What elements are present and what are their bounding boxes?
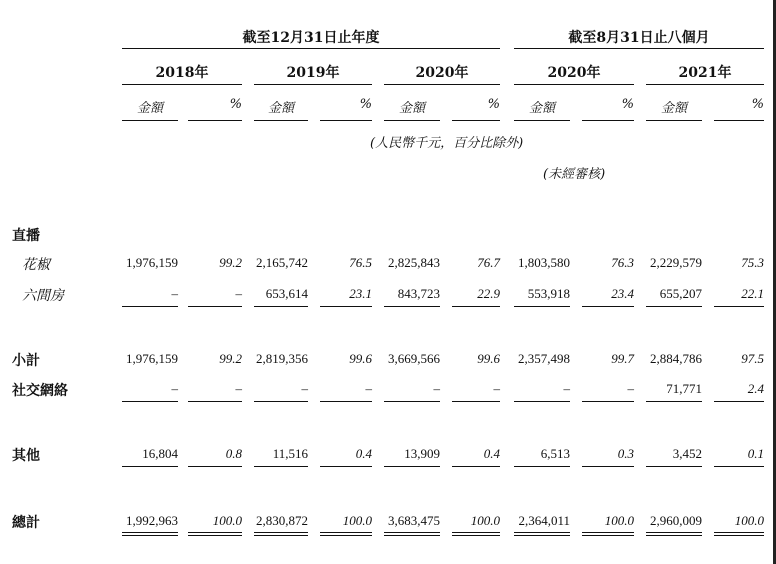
- pct-cell: 22.1: [741, 286, 764, 301]
- subtotal-rule: [514, 306, 570, 307]
- pct-cell: 97.5: [741, 351, 764, 366]
- total-double-rule: [646, 532, 702, 536]
- subtotal-rule: [320, 306, 372, 307]
- row-label: 總計: [12, 515, 40, 531]
- year-rule-2018: [122, 84, 242, 85]
- amount-cell: 6,513: [540, 446, 570, 461]
- subtotal-rule: [384, 466, 440, 467]
- subtotal-rule: [714, 466, 764, 467]
- subtotal-rule: [646, 466, 702, 467]
- pct-cell: 23.1: [349, 286, 372, 301]
- year-header-2018: 2018年: [155, 65, 209, 81]
- subtotal-rule: [582, 466, 634, 467]
- subtotal-rule: [384, 306, 440, 307]
- amount-cell: 11,516: [272, 446, 308, 461]
- subtotal-rule: [122, 401, 178, 402]
- amount-cell: 1,803,580: [518, 255, 570, 270]
- subtotal-rule: [714, 401, 764, 402]
- pct-cell: 99.6: [477, 351, 500, 366]
- period-year-end-rule: [122, 48, 500, 49]
- subtotal-rule: [254, 306, 308, 307]
- amount-col-header: 金額: [660, 101, 687, 116]
- total-double-rule: [384, 532, 440, 536]
- amount-cell: 2,364,011: [518, 513, 570, 528]
- pct-cell: 99.2: [219, 255, 242, 270]
- amount-cell: 653,614: [265, 286, 308, 301]
- subtotal-rule: [188, 306, 242, 307]
- amount-cell: 2,357,498: [518, 351, 570, 366]
- subtotal-rule: [646, 401, 702, 402]
- total-double-rule: [514, 532, 570, 536]
- amount-cell: 16,804: [142, 446, 178, 461]
- pct-cell: 0.1: [747, 446, 764, 461]
- amount-cell: –: [301, 381, 308, 396]
- amount-cell: 2,960,009: [650, 513, 702, 528]
- subtotal-rule: [254, 466, 308, 467]
- subtotal-rule: [254, 401, 308, 402]
- amount-cell: 1,976,159: [126, 351, 178, 366]
- subheader-rule: [384, 120, 440, 121]
- subtotal-rule: [646, 306, 702, 307]
- unit-note: (人民幣千元，百分比除外): [370, 136, 524, 151]
- row-label: 六間房: [22, 288, 64, 304]
- amount-cell: 553,918: [527, 286, 570, 301]
- total-double-rule: [582, 532, 634, 536]
- amount-cell: 1,992,963: [126, 513, 178, 528]
- pct-col-header: %: [229, 97, 242, 112]
- amount-cell: 2,819,356: [256, 351, 308, 366]
- subtotal-rule: [452, 306, 500, 307]
- subheader-rule: [188, 120, 242, 121]
- pct-cell: 0.8: [225, 446, 242, 461]
- pct-cell: 100.0: [342, 513, 372, 528]
- pct-cell: –: [235, 381, 242, 396]
- pct-cell: 99.6: [349, 351, 372, 366]
- period-eight-months-header: 截至8月31日止八個月: [568, 30, 710, 46]
- amount-cell: 2,229,579: [650, 255, 702, 270]
- subtotal-rule: [452, 466, 500, 467]
- subtotal-rule: [320, 466, 372, 467]
- amount-col-header: 金額: [267, 101, 294, 116]
- pct-cell: 99.2: [219, 351, 242, 366]
- subtotal-rule: [452, 401, 500, 402]
- subheader-rule: [582, 120, 634, 121]
- total-double-rule: [320, 532, 372, 536]
- total-double-rule: [254, 532, 308, 536]
- pct-cell: –: [627, 381, 634, 396]
- amount-cell: 2,884,786: [650, 351, 702, 366]
- year-rule-2020: [384, 84, 500, 85]
- pct-cell: 0.4: [355, 446, 372, 461]
- subtotal-rule: [714, 306, 764, 307]
- subtotal-rule: [582, 306, 634, 307]
- year-header-2020: 2020年: [415, 65, 469, 81]
- pct-cell: 23.4: [611, 286, 634, 301]
- amount-cell: –: [171, 381, 178, 396]
- pct-cell: 75.3: [741, 255, 764, 270]
- pct-cell: 0.4: [483, 446, 500, 461]
- amount-cell: 1,976,159: [126, 255, 178, 270]
- period-eight-months-rule: [514, 48, 764, 49]
- pct-cell: 76.7: [477, 255, 500, 270]
- amount-col-header: 金額: [398, 101, 425, 116]
- total-double-rule: [714, 532, 764, 536]
- subheader-rule: [514, 120, 570, 121]
- year-rule-2021: [646, 84, 764, 85]
- pct-cell: 76.3: [611, 255, 634, 270]
- pct-cell: 100.0: [470, 513, 500, 528]
- pct-col-header: %: [359, 97, 372, 112]
- amount-cell: 3,669,566: [388, 351, 440, 366]
- pct-cell: –: [493, 381, 500, 396]
- period-year-end-header: 截至12月31日止年度: [242, 30, 380, 46]
- row-label: 直播: [12, 228, 40, 244]
- subtotal-rule: [514, 401, 570, 402]
- amount-cell: 655,207: [659, 286, 702, 301]
- pct-cell: 99.7: [611, 351, 634, 366]
- subtotal-rule: [122, 466, 178, 467]
- subheader-rule: [254, 120, 308, 121]
- row-label: 小計: [12, 353, 40, 369]
- pct-cell: 100.0: [212, 513, 242, 528]
- pct-cell: 100.0: [604, 513, 634, 528]
- pct-cell: –: [365, 381, 372, 396]
- pct-cell: 0.3: [617, 446, 634, 461]
- amount-cell: –: [563, 381, 570, 396]
- pct-cell: 100.0: [734, 513, 764, 528]
- pct-cell: –: [235, 286, 242, 301]
- row-label: 社交網絡: [12, 383, 68, 399]
- amount-cell: –: [171, 286, 178, 301]
- subheader-rule: [320, 120, 372, 121]
- row-label: 花椒: [22, 257, 50, 273]
- amount-cell: 71,771: [666, 381, 702, 396]
- pct-cell: 2.4: [747, 381, 764, 396]
- year-rule-2020-interim: [514, 84, 634, 85]
- pct-cell: 22.9: [477, 286, 500, 301]
- amount-cell: 843,723: [397, 286, 440, 301]
- amount-cell: 3,452: [672, 446, 702, 461]
- pct-cell: 76.5: [349, 255, 372, 270]
- subtotal-rule: [188, 401, 242, 402]
- unaudited-note: (未經審核): [543, 167, 606, 182]
- amount-cell: 2,825,843: [388, 255, 440, 270]
- total-double-rule: [122, 532, 178, 536]
- amount-cell: –: [433, 381, 440, 396]
- subtotal-rule: [122, 306, 178, 307]
- year-rule-2019: [254, 84, 372, 85]
- amount-cell: 2,830,872: [256, 513, 308, 528]
- subtotal-rule: [320, 401, 372, 402]
- amount-col-header: 金額: [136, 101, 163, 116]
- year-header-2019: 2019年: [286, 65, 340, 81]
- year-header-2021: 2021年: [678, 65, 732, 81]
- total-double-rule: [452, 532, 500, 536]
- row-label: 其他: [12, 448, 40, 464]
- subheader-rule: [714, 120, 764, 121]
- subtotal-rule: [514, 466, 570, 467]
- subtotal-rule: [384, 401, 440, 402]
- year-header-2020-interim: 2020年: [547, 65, 601, 81]
- pct-col-header: %: [487, 97, 500, 112]
- pct-col-header: %: [621, 97, 634, 112]
- amount-cell: 3,683,475: [388, 513, 440, 528]
- total-double-rule: [188, 532, 242, 536]
- amount-cell: 13,909: [404, 446, 440, 461]
- subheader-rule: [122, 120, 178, 121]
- pct-col-header: %: [751, 97, 764, 112]
- subheader-rule: [646, 120, 702, 121]
- subheader-rule: [452, 120, 500, 121]
- subtotal-rule: [582, 401, 634, 402]
- amount-cell: 2,165,742: [256, 255, 308, 270]
- amount-col-header: 金額: [528, 101, 555, 116]
- subtotal-rule: [188, 466, 242, 467]
